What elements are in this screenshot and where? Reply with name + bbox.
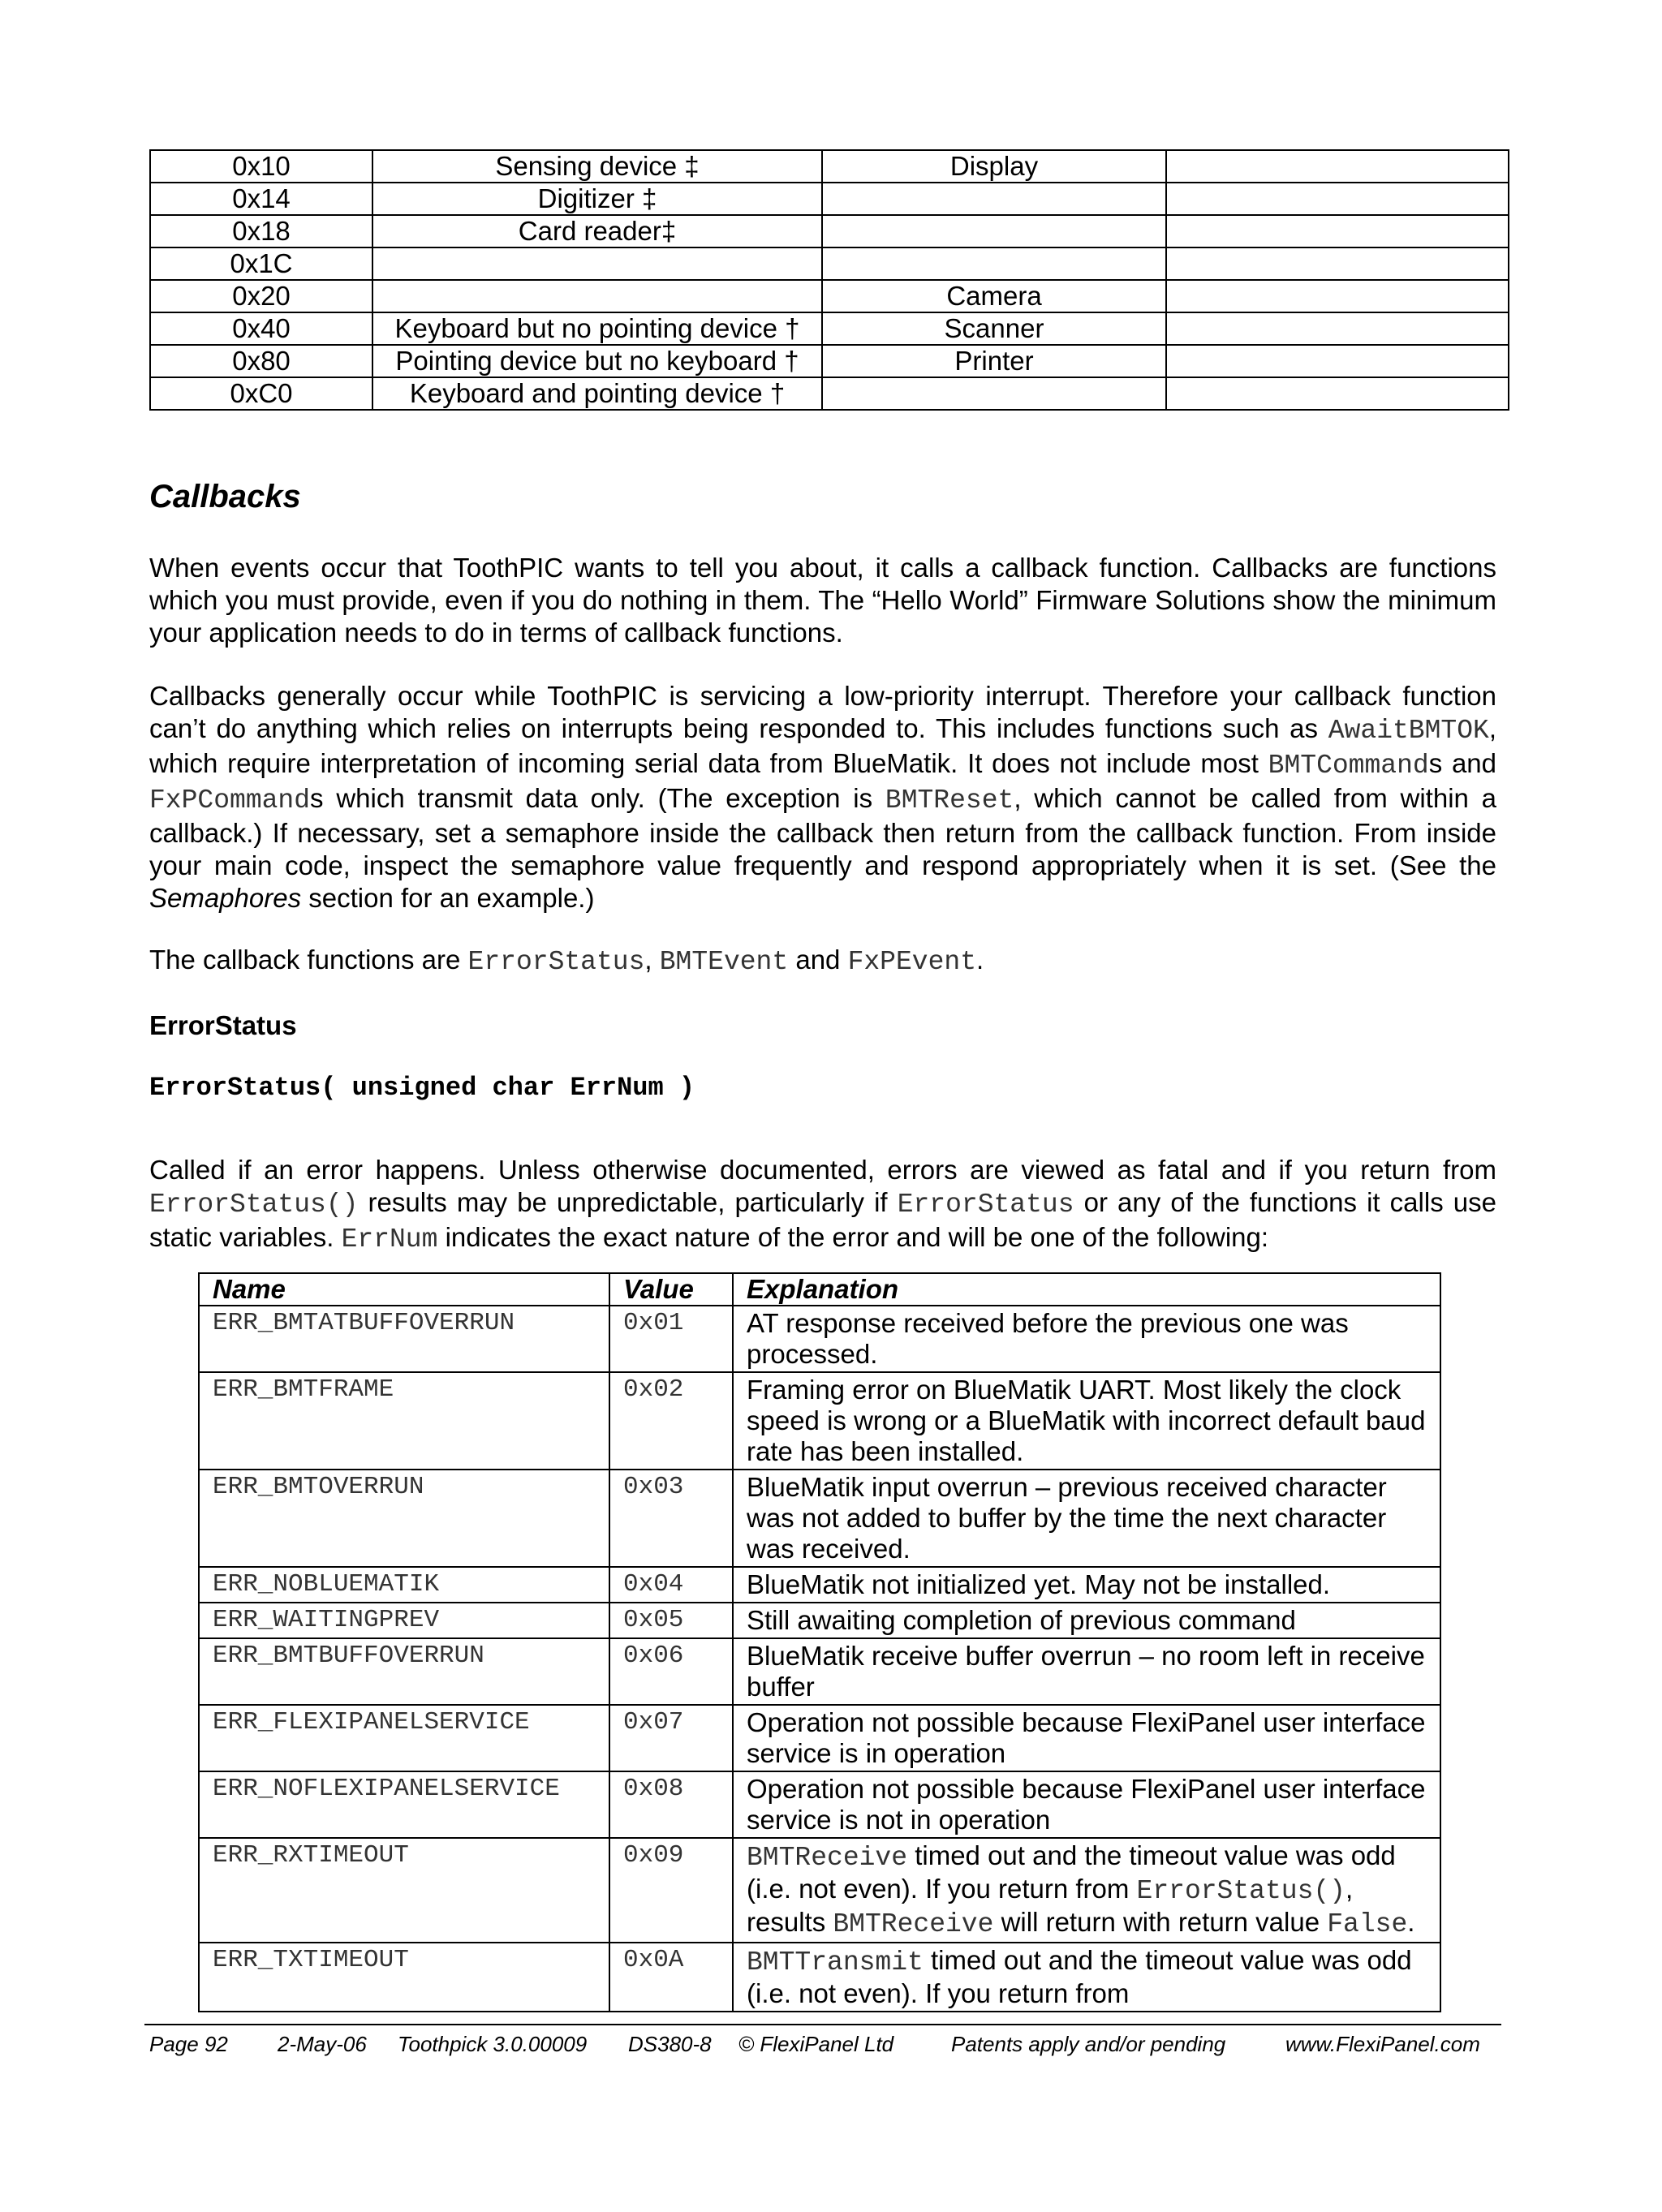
code-bmtreceive: BMTReceive xyxy=(833,1909,994,1939)
footer-divider xyxy=(144,2024,1501,2025)
footer-copyright: © FlexiPanel Ltd xyxy=(738,2032,894,2056)
code-bmtreceive: BMTReceive xyxy=(747,1843,908,1873)
table-row: 0x20 Camera xyxy=(150,280,1509,312)
code-errnum: ErrNum xyxy=(341,1224,438,1254)
table-row: ERR_FLEXIPANELSERVICE 0x07 Operation not possible because FlexiPanel user interface service is in operation xyxy=(199,1705,1440,1771)
footer-document-id: DS380-8 xyxy=(628,2032,712,2056)
code-awaitbmtok: AwaitBMTOK xyxy=(1328,716,1489,746)
footer-page-number: Page 92 xyxy=(149,2032,228,2056)
column-header-value: Value xyxy=(609,1273,733,1306)
code-errorstatus: ErrorStatus xyxy=(897,1190,1074,1220)
code-errorstatus-call: ErrorStatus() xyxy=(149,1190,359,1220)
table-row: 0x10 Sensing device ‡ Display xyxy=(150,150,1509,183)
footer-date: 2-May-06 xyxy=(278,2032,367,2056)
code-fxpcommand: FxPCommand xyxy=(149,785,311,816)
footer-website: www.FlexiPanel.com xyxy=(1285,2032,1480,2056)
column-header-name: Name xyxy=(199,1273,609,1306)
section-title: Callbacks xyxy=(149,479,301,514)
code-bmtreset: BMTReset xyxy=(885,785,1014,816)
table-row: 0x40 Keyboard but no pointing device † Scanner xyxy=(150,312,1509,345)
paragraph-errorstatus: Called if an error happens. Unless otherwise documented, errors are viewed as fatal and if you return from ErrorStatus() results may be unpredictable, particularly if ErrorStatus or any of the functions it calls use static variables. ErrNum indicates the exact nature of the error and will be one of the following: xyxy=(149,1155,1496,1254)
paragraph-callback-list: The callback functions are ErrorStatus, BMTEvent and FxPEvent. xyxy=(149,945,984,977)
table-row: ERR_NOBLUEMATIK 0x04 BlueMatik not initialized yet. May not be installed. xyxy=(199,1567,1440,1603)
code-bmtcommand: BMTCommand xyxy=(1268,751,1429,781)
table-row: ERR_NOFLEXIPANELSERVICE 0x08 Operation not possible because FlexiPanel user interface service is not in operation xyxy=(199,1771,1440,1838)
code-errorstatus: ErrorStatus xyxy=(467,947,645,977)
table-row: ERR_BMTOVERRUN 0x03 BlueMatik input overrun – previous received character was not added to buffer by the time the next character was received. xyxy=(199,1470,1440,1567)
code-bmttransmit: BMTTransmit xyxy=(747,1947,924,1977)
device-class-table xyxy=(149,149,1509,411)
paragraph-intro: When events occur that ToothPIC wants to tell you about, it calls a callback function. Callbacks are functions which you must provide, even if you do nothing in them. The “Hello World” Firmware Solutions show the minimum your application needs to do in terms of callback functions. xyxy=(149,553,1496,648)
code-fxpevent: FxPEvent xyxy=(847,947,977,977)
table-row: ERR_BMTBUFFOVERRUN 0x06 BlueMatik receive buffer overrun – no room left in receive buffer xyxy=(199,1638,1440,1705)
code-errorstatus-call: ErrorStatus() xyxy=(1136,1876,1346,1906)
column-header-explanation: Explanation xyxy=(733,1273,1440,1306)
subheading-errorstatus: ErrorStatus xyxy=(149,1010,297,1040)
table-header-row xyxy=(199,1273,1440,1306)
paragraph-interrupts: Callbacks generally occur while ToothPIC is servicing a low-priority interrupt. Therefore your callback function can’t do anything which relies on interrupts being responded to. This includes functions such as AwaitBMTOK, which require interpretation of incoming serial data from BlueMatik. It does not include most BMTCommands and FxPCommands which transmit data only. (The exception is BMTReset, which cannot be called from within a callback.) If necessary, set a semaphore inside the callback then return from the callback function. From inside your main code, inspect the semaphore value frequently and respond appropriately when it is set. (See the Semaphores section for an example.) xyxy=(149,681,1497,913)
code-bmtevent: BMTEvent xyxy=(659,947,789,977)
table-row: ERR_BMTFRAME 0x02 Framing error on BlueMatik UART. Most likely the clock speed is wrong or a BlueMatik with incorrect default baud rate has been installed. xyxy=(199,1372,1440,1470)
footer-product: Toothpick 3.0.00009 xyxy=(398,2032,588,2056)
table-row: ERR_BMTATBUFFOVERRUN 0x01 AT response received before the previous one was processed. xyxy=(199,1306,1440,1372)
table-row: 0xC0 Keyboard and pointing device † xyxy=(150,377,1509,410)
table-row: ERR_TXTIMEOUT 0x0A BMTTransmit timed out and the timeout value was odd (i.e. not even). If you return from xyxy=(199,1943,1440,2012)
table-row: 0x1C xyxy=(150,247,1509,280)
table-row: ERR_WAITINGPREV 0x05 Still awaiting completion of previous command xyxy=(199,1603,1440,1638)
error-code-table xyxy=(198,1272,1441,2012)
table-row: 0x80 Pointing device but no keyboard † Printer xyxy=(150,345,1509,377)
function-signature: ErrorStatus( unsigned char ErrNum ) xyxy=(149,1073,695,1103)
semaphores-reference: Semaphores xyxy=(149,883,302,913)
footer-patents: Patents apply and/or pending xyxy=(951,2032,1226,2056)
code-false: False xyxy=(1327,1909,1408,1939)
table-row: 0x14 Digitizer ‡ xyxy=(150,183,1509,215)
table-row: 0x18 Card reader‡ xyxy=(150,215,1509,247)
table-row: ERR_RXTIMEOUT 0x09 BMTReceive timed out and the timeout value was odd (i.e. not even). If you return from ErrorStatus(), results BMTReceive will return with return value False. xyxy=(199,1838,1440,1943)
